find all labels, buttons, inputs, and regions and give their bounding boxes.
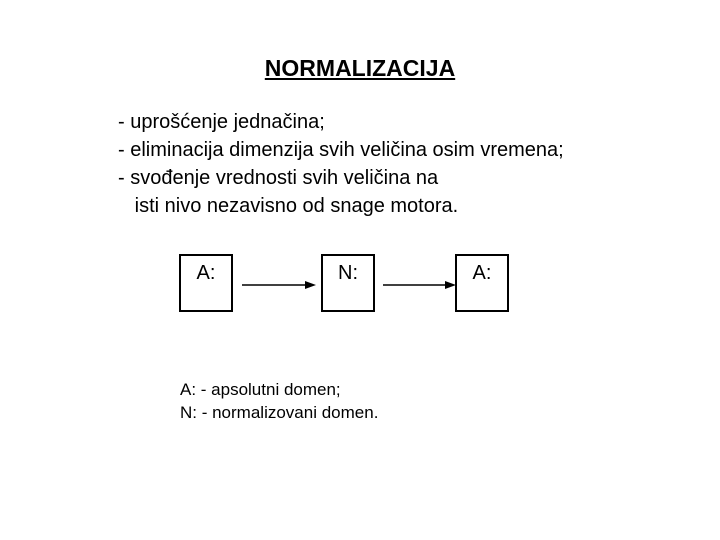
box-label: N:: [338, 262, 358, 284]
bullet-item: - eliminacija dimenzija svih veličina osim vremena;: [118, 139, 564, 161]
arrow-a-to-n: [242, 281, 316, 289]
page-title: NORMALIZACIJA: [264, 55, 456, 81]
box-label: A:: [196, 262, 216, 284]
legend: [180, 378, 378, 424]
legend-item: A: - apsolutni domen;: [180, 380, 341, 399]
arrow-n-to-a: [383, 281, 456, 289]
legend-item: N: - normalizovani domen.: [180, 403, 379, 422]
bullet-item: - uprošćenje jednačina;: [118, 111, 325, 133]
box-label: A:: [472, 262, 492, 284]
bullet-item: - svođenje vrednosti svih veličina na: [118, 167, 439, 189]
bullet-item: isti nivo nezavisno od snage motora.: [118, 195, 459, 217]
